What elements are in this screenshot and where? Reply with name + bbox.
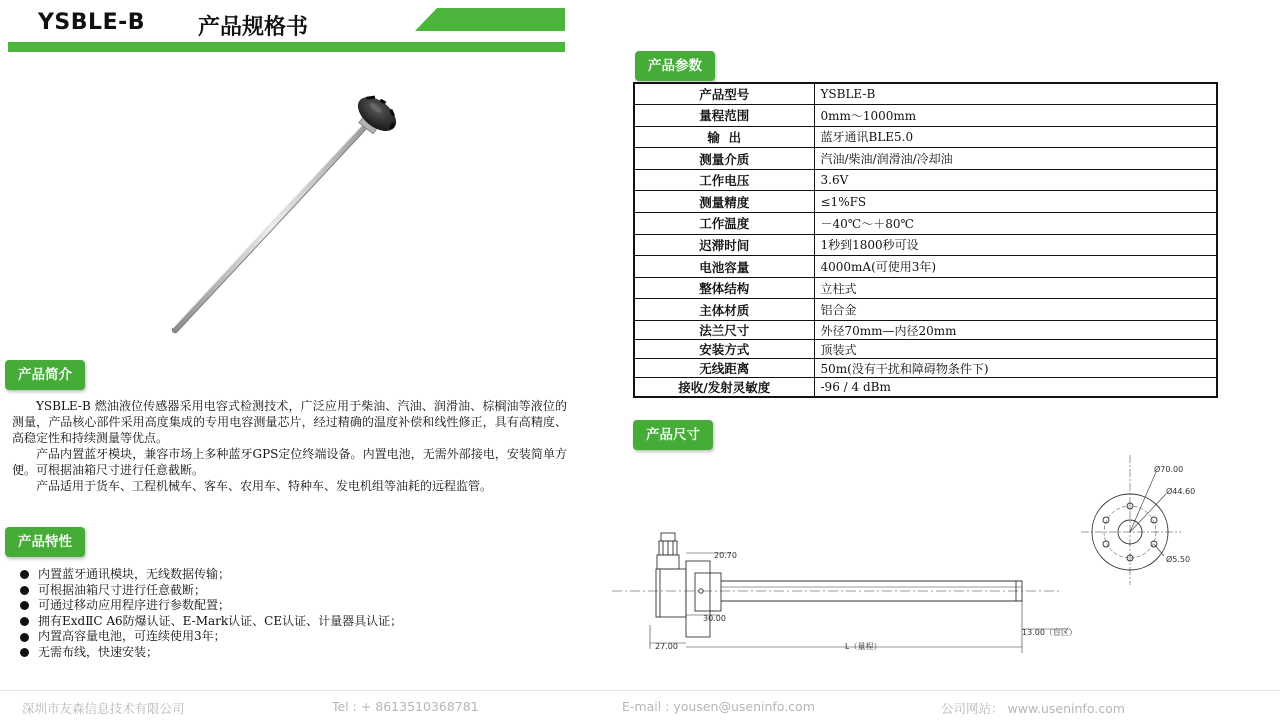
- product-photo: [160, 88, 410, 338]
- footer: [0, 690, 1280, 720]
- spec-row: [634, 234, 1217, 256]
- spec-value: 汽油/柴油/润滑油/冷却油: [814, 148, 1217, 170]
- flange-hole-label: Ø5.50: [1166, 555, 1191, 564]
- spec-label: 输 出: [634, 126, 814, 148]
- spec-label: 测量介质: [634, 148, 814, 170]
- spec-value: 外径70mm—内径20mm: [814, 321, 1217, 340]
- flange-pcd-label: Ø44.60: [1166, 487, 1196, 496]
- feature-item: 内置蓝牙通讯模块，无线数据传输；: [20, 567, 402, 583]
- spec-row: [634, 169, 1217, 191]
- bullet-icon: [20, 633, 29, 642]
- spec-value: 4000mA(可使用3年): [814, 256, 1217, 278]
- spec-label: 电池容量: [634, 256, 814, 278]
- spec-label: 产品型号: [634, 83, 814, 105]
- bullet-icon: [20, 570, 29, 579]
- spec-label: 接收/发射灵敏度: [634, 378, 814, 398]
- spec-label: 无线距离: [634, 359, 814, 378]
- section-features-title: 产品特性: [5, 527, 85, 557]
- spec-value: 0mm～1000mm: [814, 105, 1217, 127]
- spec-row: [634, 378, 1217, 398]
- spec-label: 安装方式: [634, 340, 814, 359]
- spec-value: ≤1%FS: [814, 191, 1217, 213]
- spec-row: [634, 105, 1217, 127]
- spec-label: 主体材质: [634, 299, 814, 321]
- section-dimensions-title: 产品尺寸: [633, 420, 713, 450]
- feature-item: 拥有ExdⅡC A6防爆认证、E-Mark认证、CE认证、计量器具认证；: [20, 614, 402, 630]
- spec-value: 1秒到1800秒可设: [814, 234, 1217, 256]
- dim-base-label: 27.00: [655, 642, 678, 651]
- feature-item: 可通过移动应用程序进行参数配置；: [20, 598, 402, 614]
- spec-row: [634, 340, 1217, 359]
- spec-row: [634, 213, 1217, 235]
- footer-tel: Tel : + 8613510368781: [332, 699, 479, 714]
- bullet-icon: [20, 601, 29, 610]
- spec-row: [634, 277, 1217, 299]
- footer-website[interactable]: 公司网站： www.useninfo.com: [941, 701, 1125, 716]
- bullet-icon: [20, 617, 29, 626]
- spec-label: 法兰尺寸: [634, 321, 814, 340]
- bullet-icon: [20, 648, 29, 657]
- spec-row: [634, 83, 1217, 105]
- spec-value: 3.6V: [814, 169, 1217, 191]
- intro-text: [12, 398, 567, 494]
- spec-label: 测量精度: [634, 191, 814, 213]
- section-intro-title: 产品简介: [5, 360, 85, 390]
- spec-value: 立柱式: [814, 277, 1217, 299]
- flange-outer-label: Ø70.00: [1154, 465, 1184, 474]
- spec-row: [634, 359, 1217, 378]
- spec-label: 量程范围: [634, 105, 814, 127]
- spec-value: 50m(没有干扰和障碍物条件下): [814, 359, 1217, 378]
- feature-item: 可根据油箱尺寸进行任意截断；: [20, 583, 402, 599]
- flange-top-view-drawing: [1056, 450, 1216, 590]
- features-list: [20, 567, 402, 661]
- spec-value: -96 / 4 dBm: [814, 378, 1217, 398]
- footer-company: 深圳市友森信息技术有限公司: [22, 701, 185, 716]
- spec-value: YSBLE-B: [814, 83, 1217, 105]
- intro-paragraph: 产品适用于货车、工程机械车、客车、农用车、特种车、发电机组等油耗的远程监管。: [36, 479, 493, 493]
- spec-label: 迟滞时间: [634, 234, 814, 256]
- spec-value: 顶装式: [814, 340, 1217, 359]
- intro-paragraph: 产品内置蓝牙模块，兼容市场上多种蓝牙GPS定位终端设备。内置电池，无需外部接电，安装简单方便。可根据油箱尺寸进行任意截断。: [12, 447, 567, 477]
- footer-email[interactable]: E-mail : yousen@useninfo.com: [622, 699, 815, 714]
- dim-flange-label: 30.00: [703, 614, 726, 623]
- side-view-drawing: [610, 525, 1077, 655]
- feature-item: 内置高容量电池，可连续使用3年；: [20, 629, 402, 645]
- page-title: 产品规格书: [198, 15, 309, 40]
- header-wedge-decoration: [415, 8, 565, 31]
- spec-row: [634, 299, 1217, 321]
- spec-row: [634, 126, 1217, 148]
- header-bar: [8, 42, 565, 52]
- spec-table: [633, 82, 1218, 398]
- intro-paragraph: YSBLE-B 燃油液位传感器采用电容式检测技术，广泛应用于柴油、汽油、润滑油、棕榈油等液位的测量，产品核心部件采用高度集成的专用电容测量芯片，经过精确的温度补偿和线性修正，具有高精度、高稳定性和持续测量等优点。: [12, 399, 567, 445]
- dim-length-label: L（量程）: [845, 642, 882, 651]
- spec-row: [634, 148, 1217, 170]
- dim-tip-label: 13.00（盲区）: [1022, 628, 1077, 637]
- model-title: YSBLE-B: [38, 10, 145, 35]
- spec-row: [634, 191, 1217, 213]
- dim-head-label: 20.70: [714, 551, 737, 560]
- spec-value: －40℃～＋80℃: [814, 213, 1217, 235]
- section-params-title: 产品参数: [635, 51, 715, 81]
- spec-row: [634, 321, 1217, 340]
- spec-label: 整体结构: [634, 277, 814, 299]
- spec-label: 工作温度: [634, 213, 814, 235]
- spec-value: 铝合金: [814, 299, 1217, 321]
- spec-row: [634, 256, 1217, 278]
- bullet-icon: [20, 586, 29, 595]
- feature-item: 无需布线，快速安装；: [20, 645, 402, 661]
- spec-label: 工作电压: [634, 169, 814, 191]
- spec-value: 蓝牙通讯BLE5.0: [814, 126, 1217, 148]
